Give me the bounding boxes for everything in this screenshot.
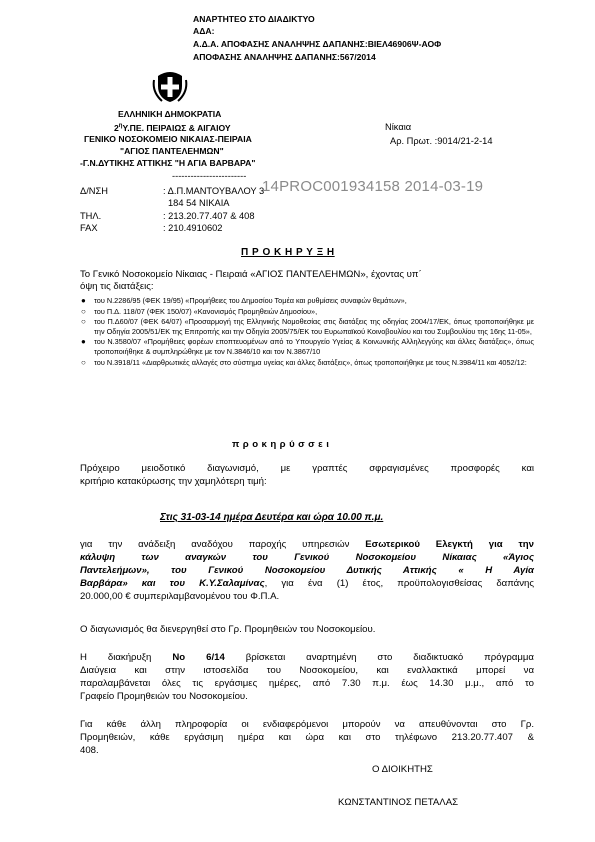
provision-item: ○ του Π.Δ. 118/07 (ΦΕΚ 150/07) «Κανονισμός Προμηθειών Δημοσίου», bbox=[81, 306, 318, 316]
award-line-5: 20.000,00 € συμπεριλαμβανομένου του Φ.Π.Α. bbox=[80, 591, 280, 602]
notice-line-4: Γραφείο Προμηθειών του Νοσοκομείου. bbox=[80, 691, 248, 702]
org-hospital: ΓΕΝΙΚΟ ΝΟΣΟΚΟΜΕΙΟ ΝΙΚΑΙΑΣ-ΠΕΙΡΑΙΑ bbox=[84, 134, 252, 144]
postcode-value: 184 54 ΝΙΚΑΙΑ bbox=[168, 198, 230, 208]
notice-line-2: Διαύγεια και στην ιστοσελίδα του Νοσοκομείου, και εναλλακτικά μπορεί να bbox=[80, 665, 534, 676]
document-stamp: 14PROC001934158 2014-03-19 bbox=[262, 178, 484, 195]
coat-of-arms-emblem bbox=[152, 70, 188, 104]
tender-line-1: Πρόχειρο μειοδοτικό διαγωνισμό, με γραπτές σφραγισμένες προσφορές και bbox=[80, 463, 534, 474]
fax-label: FAX bbox=[80, 223, 98, 233]
posted-online-label: ΑΝΑΡΤΗΤΕΟ ΣΤΟ ΔΙΑΔΙΚΤΥΟ bbox=[193, 14, 315, 24]
provision-item: ● του Ν.3580/07 «Προμήθειες φορέων εποπτευομένων από το Υπουργείο Υγείας & Κοινωνικής Αλληλεγγύης και άλλες διατάξεις», όπως τροποποιήθηκε & συμπληρώθηκε με τον Ν.3846/10 και τον Ν.3867/10 bbox=[81, 337, 534, 356]
ada-decision: Α.Δ.Α. ΑΠΟΦΑΣΗΣ ΑΝΑΛΗΨΗΣ ΔΑΠΑΝΗΣ:ΒΙΕΛ46906Ψ-ΑΟΦ bbox=[193, 39, 442, 49]
address-value: : Δ.Π.ΜΑΝΤΟΥΒΑΛΟΥ 3 bbox=[163, 186, 265, 196]
award-line-3: Παντελεήμων», του Γενικού Νοσοκομείου Δυτικής Αττικής « Η Αγία bbox=[80, 565, 534, 576]
announces-heading: π ρ ο κ η ρ ύ σ σ ε ι bbox=[232, 439, 330, 450]
ada-label: ΑΔΑ: bbox=[193, 26, 215, 36]
provision-item: ○ του Ν.3918/11 «Διαρθρωτικές αλλαγές στο σύστημα υγείας και άλλες διατάξεις», όπως τροποποιήθηκε με τους Ν.3984/11 και 4052/12: bbox=[81, 357, 527, 367]
award-line-4: Βαρβάρα» και του Κ.Υ.Σαλαμίνας, για ένα (1) έτος, προϋπολογισθείσας δαπάνης bbox=[80, 578, 534, 589]
place: Νίκαια bbox=[385, 122, 412, 132]
org-west-attica: -Γ.Ν.ΔΥΤΙΚΗΣ ΑΤΤΙΚΗΣ "Η ΑΓΙΑ ΒΑΡΒΑΡΑ" bbox=[80, 158, 256, 168]
conducted-text: Ο διαγωνισμός θα διενεργηθεί στο Γρ. Προμηθειών του Νοσοκομείου. bbox=[80, 624, 376, 635]
org-hospital-name: "ΑΓΙΟΣ ΠΑΝΤΕΛΕΗΜΩΝ" bbox=[120, 146, 224, 156]
info-line-3: 408. bbox=[80, 745, 99, 756]
org-health-region: $2^\eta\Upsilon.\Pi E$. ΠΕΙΡΑΙΩΣ & ΑΙΓΑΙΟΥ bbox=[114, 122, 231, 133]
intro-line-2: όψη τις διατάξεις: bbox=[80, 281, 154, 292]
notice-line-1: Η διακήρυξη Νο 6/14 βρίσκεται αναρτημένη στο διαδικτυακό πρόγραμμα bbox=[80, 652, 534, 663]
org-republic: ΕΛΛΗΝΙΚΗ ΔΗΜΟΚΡΑΤΙΑ bbox=[118, 109, 222, 119]
intro-line-1: Το Γενικό Νοσοκομείο Νίκαιας - Πειραιά «ΑΓΙΟΣ ΠΑΝΤΕΛΕΗΜΩΝ», έχοντας υπ΄ bbox=[80, 269, 422, 280]
signature-title: Ο ΔΙΟΙΚΗΤΗΣ bbox=[372, 764, 433, 775]
tender-date: Στις 31-03-14 ημέρα Δευτέρα και ώρα 10.00 π.μ. bbox=[160, 512, 384, 523]
provision-item: ● του Ν.2286/95 (ΦΕΚ 19/95) «Προμήθειες του Δημοσίου Τομέα και ρυθμίσεις συναφών θεμάτων», bbox=[81, 296, 407, 305]
tender-line-2: κριτήριο κατακύρωσης την χαμηλότερη τιμή: bbox=[80, 476, 267, 487]
info-line-2: Προμηθειών, κάθε εργάσιμη ημέρα και ώρα και στο τηλέφωνο 213.20.77.407 & bbox=[80, 732, 534, 743]
address-label: Δ/ΝΣΗ bbox=[80, 186, 108, 196]
phone-label: ΤΗΛ. bbox=[80, 211, 102, 221]
fax-value: : 210.4910602 bbox=[163, 223, 223, 233]
signature-name: ΚΩΝΣΤΑΝΤΙΝΟΣ ΠΕΤΑΛΑΣ bbox=[338, 797, 459, 808]
info-line-1: Για κάθε άλλη πληροφορία οι ενδιαφερόμενοι μπορούν να απευθύνονται στο Γρ. bbox=[80, 719, 534, 730]
decision-number: ΑΠΟΦΑΣΗΣ ΑΝΑΛΗΨΗΣ ΔΑΠΑΝΗΣ:567/2014 bbox=[193, 52, 376, 62]
award-line-2: κάλυψη των αναγκών του Γενικού Νοσοκομείου Νίκαιας «Άγιος bbox=[80, 552, 534, 563]
provisions-list bbox=[80, 296, 534, 368]
phone-value: : 213.20.77.407 & 408 bbox=[163, 211, 255, 221]
separator-line: ------------------------ bbox=[172, 171, 247, 181]
provision-item: ○ του Π.Δ60/07 (ΦΕΚ 64/07) «Προσαρμογή της Ελληνικής Νομοθεσίας στις διατάξεις της οδηγίας 2004/17/ΕΚ, όπως τροποποιήθηκε με την Οδηγία 2005/51/ΕΚ της Επιτροπής και την Οδηγία 2005/75/ΕΚ του Ευρωπαϊκού Κοινοβουλίου και του Συμβουλίου της 16ης 11-05», bbox=[81, 317, 534, 336]
award-line-1: για την ανάδειξη αναδόχου παροχής υπηρεσιών Εσωτερικού Ελεγκτή για την bbox=[80, 539, 534, 550]
notice-line-3: παραλαμβάνεται όλες τις εργάσιμες ημέρες, από 7.30 π.μ. έως 14.30 μ.μ., από το bbox=[80, 678, 534, 689]
protocol-number: Αρ. Πρωτ. :9014/21-2-14 bbox=[390, 136, 493, 146]
document-title: Π Ρ Ο Κ Η Ρ Υ Ξ Η bbox=[241, 247, 335, 258]
